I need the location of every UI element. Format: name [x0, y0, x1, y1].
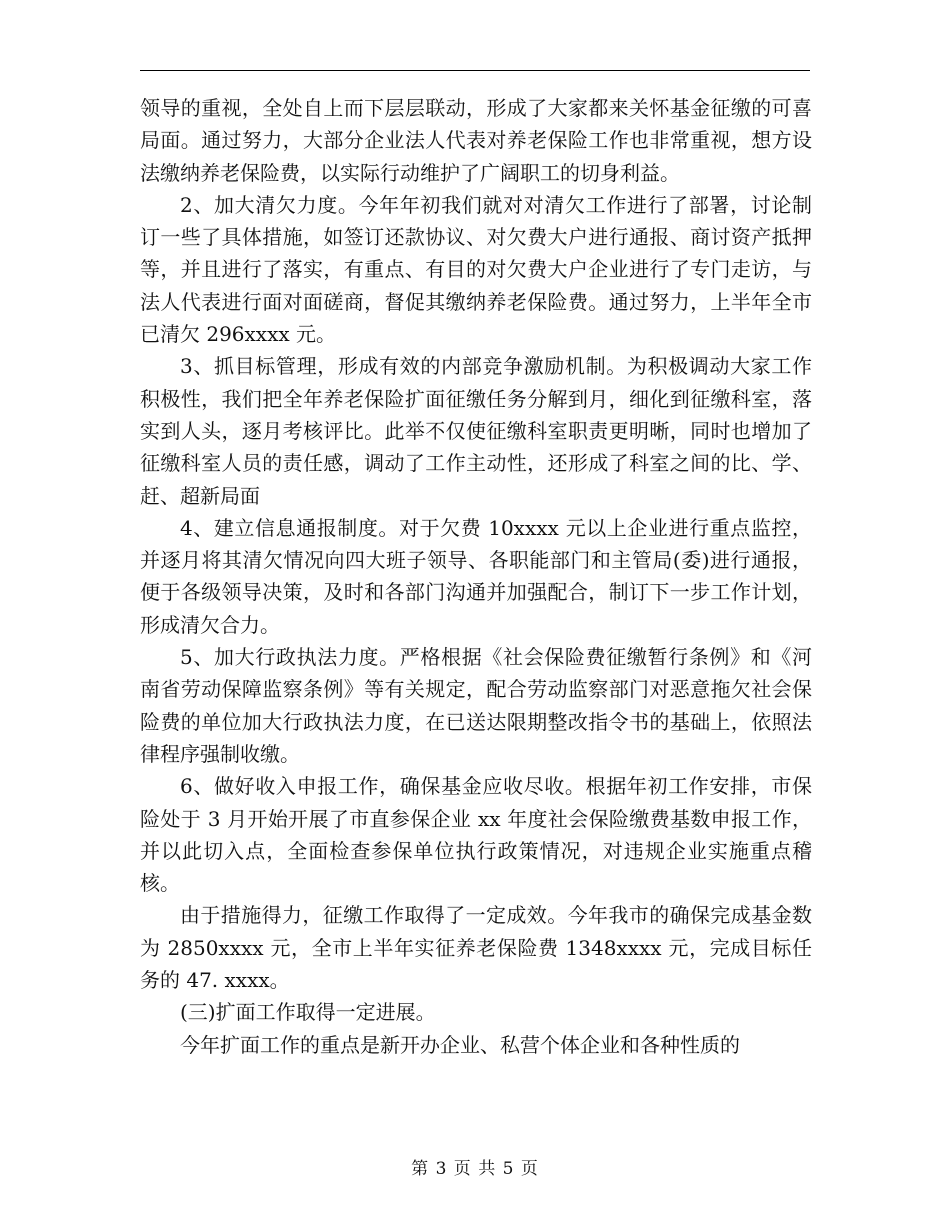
paragraph-continuation: 领导的重视，全处自上而下层层联动，形成了大家都来关怀基金征缴的可喜局面。通过努力，大部分企业法人代表对养老保险工作也非常重视，想方设法缴纳养老保险费，以实际行动维护了广阔职工的切身利益。 — [140, 96, 812, 185]
header-rule — [140, 70, 810, 71]
paragraph-expansion: 今年扩面工作的重点是新开办企业、私营个体企业和各种性质的 — [180, 1032, 740, 1057]
paragraph-item-4: 4、建立信息通报制度。对于欠费 10xxxx 元以上企业进行重点监控，并逐月将其清欠情况向四大班子领导、各职能部门和主管局(委)进行通报，便于各级领导决策，及时和各部门沟通并加强配合，制订下一步工作计划，形成清欠合力。 — [140, 515, 812, 637]
paragraph-item-6: 6、做好收入申报工作，确保基金应收尽收。根据年初工作安排，市保险处于 3 月开始开展了市直参保企业 xx 年度社会保险缴费基数申报工作，并以此切入点，全面检查参保单位执行政策情况，对违规企业实施重点稽核。 — [140, 774, 812, 896]
paragraph-item-5: 5、加大行政执法力度。严格根据《社会保险费征缴暂行条例》和《河南省劳动保障监察条例》等有关规定，配合劳动监察部门对恶意拖欠社会保险费的单位加大行政执法力度，在已送达限期整改指令书的基础上，依照法律程序强制收缴。 — [140, 645, 812, 766]
paragraph-item-2: 2、加大清欠力度。今年年初我们就对对清欠工作进行了部署，讨论制订一些了具体措施，如签订还款协议、对欠费大户进行通报、商讨资产抵押等，并且进行了落实，有重点、有目的对欠费大户企业进行了专门走访，与法人代表进行面对面磋商，督促其缴纳养老保险费。通过努力，上半年全市已清欠 296xxxx 元。 — [140, 192, 812, 347]
section-heading: (三)扩面工作取得一定进展。 — [180, 1000, 436, 1025]
paragraph-item-3: 3、抓目标管理，形成有效的内部竞争激励机制。为积极调动大家工作积极性，我们把全年养老保险扩面征缴任务分解到月，细化到征缴科室，落实到人头，逐月考核评比。此举不仅使征缴科室职责更明晰，同时也增加了征缴科室人员的责任感，调动了工作主动性，还形成了科室之间的比、学、赶、超新局面 — [140, 354, 812, 508]
paragraph-summary: 由于措施得力，征缴工作取得了一定成效。今年我市的确保完成基金数为 2850xxxx 元，全市上半年实征养老保险费 1348xxxx 元，完成目标任务的 47. xxxx。 — [140, 903, 812, 993]
page-number-footer: 第 3 页 共 5 页 — [411, 1159, 539, 1179]
document-body — [140, 92, 812, 1061]
